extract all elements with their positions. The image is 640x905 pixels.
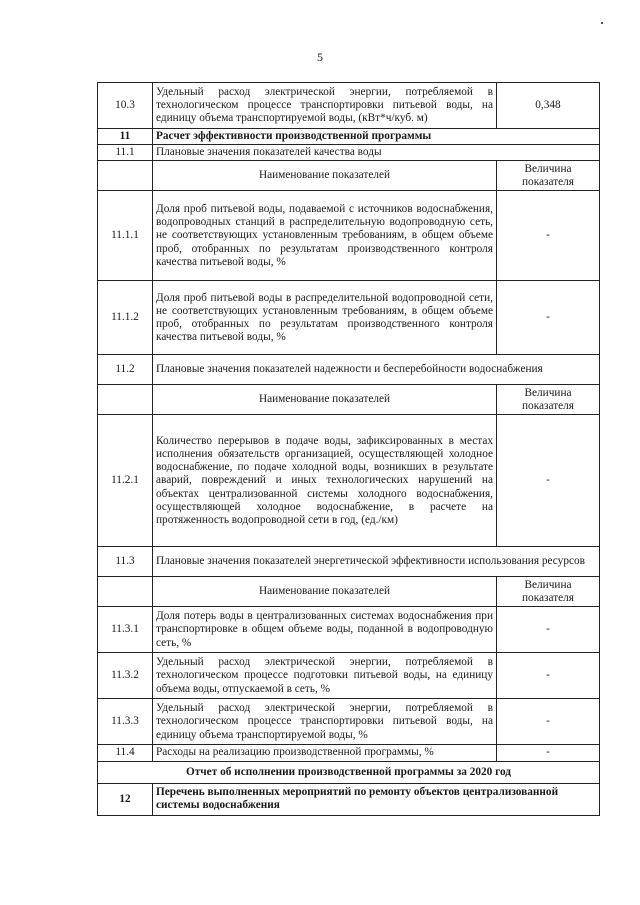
table-row	[98, 415, 600, 547]
row-number: 11.1.1	[98, 191, 153, 281]
indicator-name: Доля проб питьевой воды, подаваемой с источников водоснабжения, водопроводных станций в распределительную водопроводную сеть, не соответствующих установленным требованиям, в общем объеме проб, отобранных по результатам производственного контроля качества питьевой воды, %	[153, 191, 497, 281]
subsection-title: Плановые значения показателей надежности и бесперебойности водоснабжения	[153, 355, 600, 385]
section-number: 12	[98, 783, 153, 815]
column-header-row	[98, 161, 600, 191]
page-number: 5	[317, 50, 323, 64]
indicator-name: Расходы на реализацию производственной программы, %	[153, 745, 497, 761]
indicator-name: Удельный расход электрической энергии, потребляемой в технологическом процессе транспортировки питьевой воды, на единицу объема транспортируемой воды, %	[153, 699, 497, 745]
row-number: 11.3	[98, 547, 153, 577]
indicator-value: -	[497, 607, 600, 653]
value-column-header: Величина показателя	[497, 577, 600, 607]
table-row	[98, 83, 600, 129]
indicator-value: -	[497, 191, 600, 281]
row-number: 11.3.1	[98, 607, 153, 653]
indicator-value: -	[497, 281, 600, 355]
name-column-header: Наименование показателей	[153, 161, 497, 191]
column-header-row	[98, 385, 600, 415]
indicator-value: -	[497, 653, 600, 699]
indicator-name: Доля потерь воды в централизованных системах водоснабжения при транспортировке в общем объеме воды, поданной в водопроводную сеть, %	[153, 607, 497, 653]
section-title: Перечень выполненных мероприятий по ремонту объектов централизованной системы водоснабжения	[153, 783, 600, 815]
subsection-row	[98, 547, 600, 577]
empty-cell	[98, 385, 153, 415]
name-column-header: Наименование показателей	[153, 577, 497, 607]
indicator-value: 0,348	[497, 83, 600, 129]
indicator-name: Доля проб питьевой воды в распределительной водопроводной сети, не соответствующих установленным требованиям, в общем объеме проб, отобранных по результатам производственного контроля качества питьевой воды, %	[153, 281, 497, 355]
table-row	[98, 607, 600, 653]
table-row	[98, 745, 600, 761]
production-program-table	[97, 82, 600, 816]
row-number: 11.1	[98, 145, 153, 161]
row-number: 11.4	[98, 745, 153, 761]
subsection-title: Плановые значения показателей качества воды	[153, 145, 600, 161]
indicator-name: Количество перерывов в подаче воды, зафиксированных в местах исполнения обязательств организацией, осуществляющей холодное водоснабжение, по подаче холодной воды, возникших в результате аварий, повреждений и иных технологических нарушений на объектах централизованной системы холодного водоснабжения, осуществляющей холодное водоснабжение, в расчете на протяженность водопроводной сети в год, (ед./км)	[153, 415, 497, 547]
report-title-row	[98, 761, 600, 783]
table-row	[98, 191, 600, 281]
value-column-header: Величина показателя	[497, 161, 600, 191]
report-title: Отчет об исполнении производственной программы за 2020 год	[98, 761, 600, 783]
indicator-name: Удельный расход электрической энергии, потребляемой в технологическом процессе транспортировки питьевой воды, на единицу объема транспортируемой воды, (кВт*ч/куб. м)	[153, 83, 497, 129]
row-number: 11.3.2	[98, 653, 153, 699]
name-column-header: Наименование показателей	[153, 385, 497, 415]
section-number: 11	[98, 129, 153, 145]
subsection-title: Плановые значения показателей энергетической эффективности использования ресурсов	[153, 547, 600, 577]
table-row	[98, 653, 600, 699]
scan-mark	[601, 22, 603, 24]
section-row	[98, 783, 600, 815]
row-number: 11.1.2	[98, 281, 153, 355]
indicator-value: -	[497, 699, 600, 745]
column-header-row	[98, 577, 600, 607]
indicator-value: -	[497, 745, 600, 761]
row-number: 10.3	[98, 83, 153, 129]
row-number: 11.2.1	[98, 415, 153, 547]
row-number: 11.3.3	[98, 699, 153, 745]
table-row	[98, 281, 600, 355]
value-column-header: Величина показателя	[497, 385, 600, 415]
indicator-value: -	[497, 415, 600, 547]
section-row	[98, 129, 600, 145]
empty-cell	[98, 161, 153, 191]
subsection-row	[98, 355, 600, 385]
section-title: Расчет эффективности производственной программы	[153, 129, 600, 145]
row-number: 11.2	[98, 355, 153, 385]
table-row	[98, 699, 600, 745]
subsection-row	[98, 145, 600, 161]
indicator-name: Удельный расход электрической энергии, потребляемой в технологическом процессе подготовки питьевой воды, на единицу объема воды, отпускаемой в сеть, %	[153, 653, 497, 699]
empty-cell	[98, 577, 153, 607]
